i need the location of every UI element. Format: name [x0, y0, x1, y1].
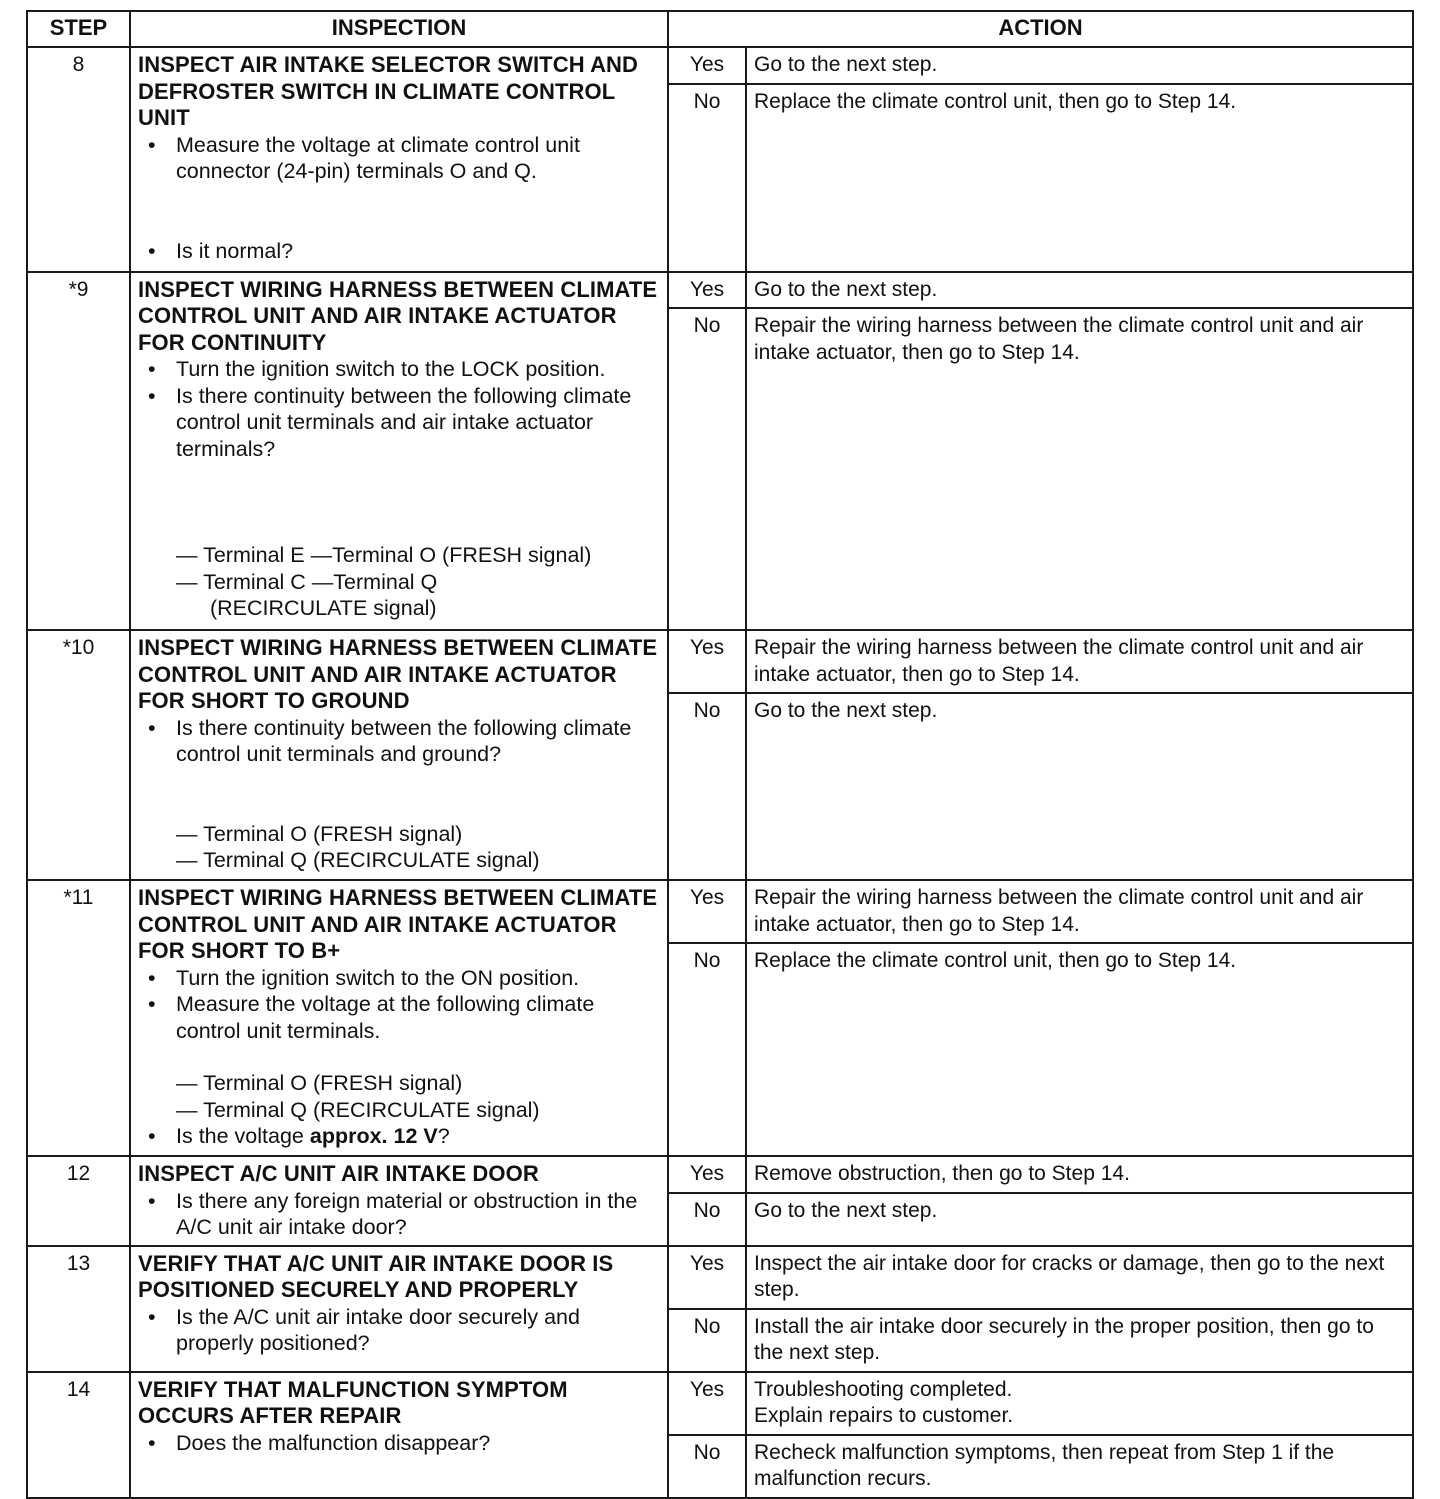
inspection-cell: [130, 880, 668, 1156]
no-label: No: [668, 308, 746, 630]
terminal-item: — Terminal Q (RECIRCULATE signal): [176, 848, 540, 872]
bullet-text: ?: [437, 1124, 450, 1148]
bullet-text: Is the voltage: [176, 1124, 310, 1148]
inspection-bullet: • Turn the ignition switch to the ON position.: [138, 965, 661, 992]
yes-action-line: Explain repairs to customer.: [754, 1404, 1014, 1427]
yes-action: Remove obstruction, then go to Step 14.: [746, 1156, 1413, 1193]
table-row: [27, 1372, 1413, 1435]
header-inspection: INSPECTION: [130, 11, 668, 47]
troubleshooting-sheet: [26, 10, 1412, 1499]
step-number: 8: [27, 47, 130, 272]
no-action: Go to the next step.: [746, 693, 1413, 880]
inspection-cell: [130, 47, 668, 272]
inspection-title: VERIFY THAT A/C UNIT AIR INTAKE DOOR IS POSITIONED SECURELY AND PROPERLY: [138, 1250, 614, 1302]
yes-label: Yes: [668, 1156, 746, 1193]
inspection-bullet: • Is there continuity between the following climate control unit terminals and air intake actuator terminals?: [138, 383, 661, 463]
no-action: Replace the climate control unit, then go to Step 14.: [746, 84, 1413, 272]
yes-label: Yes: [668, 47, 746, 84]
no-label: No: [668, 1193, 746, 1245]
inspection-bullet: • Is there continuity between the following climate control unit terminals and ground?: [138, 715, 661, 768]
terminal-text: (RECIRCULATE signal): [210, 596, 437, 620]
no-label: No: [668, 84, 746, 272]
no-action: Replace the climate control unit, then go to Step 14.: [746, 943, 1413, 1156]
yes-label: Yes: [668, 272, 746, 309]
header-row: [27, 11, 1413, 47]
inspection-bullet: [138, 1123, 661, 1150]
table-row: [27, 272, 1413, 309]
inspection-cell: [130, 272, 668, 631]
inspection-cell: [130, 630, 668, 880]
step-number: *9: [27, 272, 130, 631]
inspection-cell: [130, 1156, 668, 1246]
yes-action: Repair the wiring harness between the climate control unit and air intake actuator, then go to Step 14.: [746, 880, 1413, 943]
inspection-bullet: • Measure the voltage at climate control unit connector (24-pin) terminals O and Q.: [138, 132, 661, 185]
terminal-item: — Terminal E —Terminal O (FRESH signal): [176, 543, 592, 567]
yes-label: Yes: [668, 1372, 746, 1435]
step-number: 12: [27, 1156, 130, 1246]
yes-action: Go to the next step.: [746, 272, 1413, 309]
terminal-item: — Terminal Q (RECIRCULATE signal): [176, 1097, 540, 1122]
terminal-item: — Terminal O (FRESH signal): [176, 1071, 463, 1095]
step-number: *11: [27, 880, 130, 1156]
no-label: No: [668, 943, 746, 1156]
no-action: Recheck malfunction symptoms, then repeat from Step 1 if the malfunction recurs.: [746, 1435, 1413, 1498]
no-label: No: [668, 1435, 746, 1498]
yes-action-line: Troubleshooting completed.: [754, 1377, 1013, 1401]
table-row: [27, 630, 1413, 693]
table-row: [27, 1156, 1413, 1193]
inspection-cell: [130, 1246, 668, 1372]
troubleshooting-table: [26, 10, 1414, 1499]
inspection-title: INSPECT A/C UNIT AIR INTAKE DOOR: [138, 1161, 539, 1186]
step-number: 13: [27, 1246, 130, 1372]
yes-label: Yes: [668, 1246, 746, 1309]
no-action: Repair the wiring harness between the climate control unit and air intake actuator, then go to Step 14.: [746, 308, 1413, 630]
step-number: *10: [27, 630, 130, 880]
inspection-bullet: • Is it normal?: [138, 238, 661, 265]
yes-action: Go to the next step.: [746, 47, 1413, 84]
table-row: [27, 1246, 1413, 1309]
inspection-bullet: • Is the A/C unit air intake door securely and properly positioned?: [138, 1304, 661, 1357]
yes-action: [746, 1372, 1413, 1435]
no-action: Install the air intake door securely in the proper position, then go to the next step.: [746, 1309, 1413, 1372]
header-action: ACTION: [668, 11, 1413, 47]
no-label: No: [668, 1309, 746, 1372]
inspection-bullet: • Is there any foreign material or obstruction in the A/C unit air intake door?: [138, 1188, 661, 1241]
inspection-bullet: • Turn the ignition switch to the LOCK position.: [138, 356, 661, 383]
terminal-item: — Terminal O (FRESH signal): [176, 821, 463, 846]
inspection-title: VERIFY THAT MALFUNCTION SYMPTOM OCCURS AFTER REPAIR: [138, 1376, 568, 1428]
inspection-cell: [130, 1372, 668, 1498]
header-step: STEP: [27, 11, 130, 47]
no-action: Go to the next step.: [746, 1193, 1413, 1245]
yes-action: Inspect the air intake door for cracks or damage, then go to the next step.: [746, 1246, 1413, 1309]
terminal-item: [138, 569, 661, 622]
inspection-bullet: • Does the malfunction disappear?: [138, 1430, 661, 1457]
inspection-title: INSPECT WIRING HARNESS BETWEEN CLIMATE CONTROL UNIT AND AIR INTAKE ACTUATOR FOR CONTINUITY: [138, 276, 658, 355]
inspection-title: INSPECT WIRING HARNESS BETWEEN CLIMATE CONTROL UNIT AND AIR INTAKE ACTUATOR FOR SHORT TO B+: [138, 885, 658, 963]
inspection-title: INSPECT WIRING HARNESS BETWEEN CLIMATE CONTROL UNIT AND AIR INTAKE ACTUATOR FOR SHORT TO GROUND: [138, 635, 658, 713]
table-row: [27, 880, 1413, 943]
step-number: 14: [27, 1372, 130, 1498]
terminal-text: — Terminal C —Terminal Q: [176, 569, 438, 594]
bullet-emphasis: approx. 12 V: [309, 1124, 438, 1148]
yes-label: Yes: [668, 630, 746, 693]
table-row: [27, 47, 1413, 84]
no-label: No: [668, 693, 746, 880]
inspection-bullet: • Measure the voltage at the following climate control unit terminals.: [138, 991, 661, 1044]
yes-label: Yes: [668, 880, 746, 943]
yes-action: Repair the wiring harness between the climate control unit and air intake actuator, then go to Step 14.: [746, 630, 1413, 693]
inspection-title: INSPECT AIR INTAKE SELECTOR SWITCH AND DEFROSTER SWITCH IN CLIMATE CONTROL UNIT: [138, 52, 639, 130]
